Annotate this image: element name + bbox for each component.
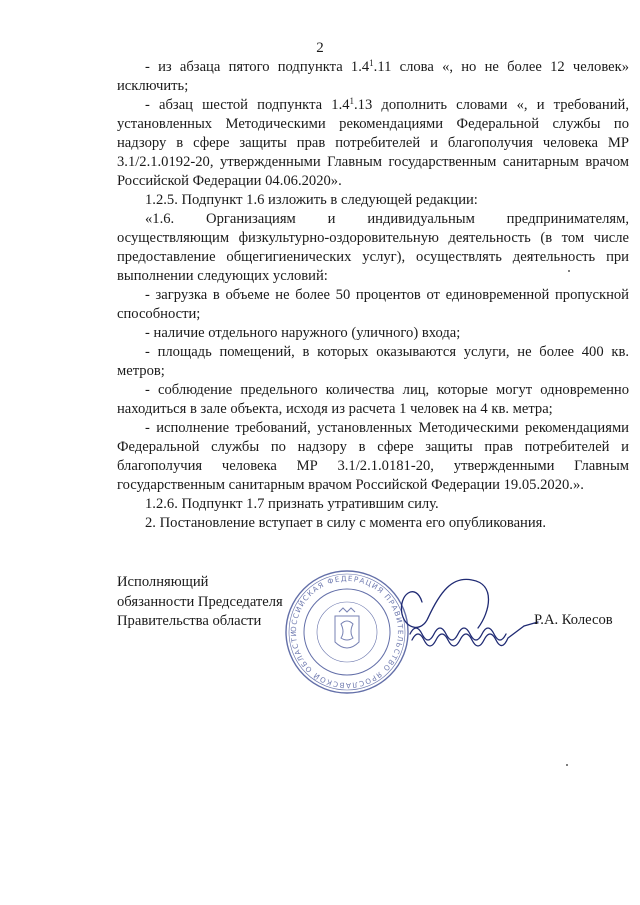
condition-area: - площадь помещений, в которых оказываются услуги, не более 400 кв. метров; xyxy=(117,344,629,379)
condition-capacity: - загрузка в объеме не более 50 процентов от единовременной пропускной способности; xyxy=(117,287,629,322)
paragraph-text: - из абзаца пятого подпункта 1.4 xyxy=(145,59,370,75)
paragraph-1-6-intro: «1.6. Организациям и индивидуальным предпринимателям, осуществляющим физкультурно-оздоровительную деятельность (в том числе предоставление общегигиенических услуг), осуществлять деятельность при выполнении следующих условий: xyxy=(117,211,629,284)
paragraph-amend-1-4-1-13 xyxy=(117,96,629,191)
superscript: 1 xyxy=(349,96,355,106)
stray-mark xyxy=(568,270,570,272)
paragraph-text: .11 слова «, но не более 12 человек» исключить; xyxy=(117,59,630,94)
coat-of-arms-icon xyxy=(335,608,359,648)
svg-text:ОССИЙСКАЯ ФЕДЕРАЦИЯ ПРАВИТЕЛЬС xyxy=(289,574,405,690)
paragraph-text: - абзац шестой подпункта 1.4 xyxy=(145,97,350,113)
handwritten-signature xyxy=(392,572,542,672)
paragraph-text: .13 дополнить словами «, и требований, установленных Методическими рекомендациями Федеральной службы по надзору в сфере защиты прав потребителей и благополучия человека МР 3.1/2.1.0192-20, утвержденными Главным государственным санитарным врачом Российской Федерации 04.06.2020». xyxy=(117,97,629,189)
document-body xyxy=(117,58,629,533)
condition-entrance: - наличие отдельного наружного (уличного) входа; xyxy=(145,325,461,341)
signatory-title-line: Правительства области xyxy=(117,613,262,629)
superscript: 1 xyxy=(369,58,374,68)
seal-outer-text: ОССИЙСКАЯ ФЕДЕРАЦИЯ ПРАВИТЕЛЬСТВО ЯРОСЛАВСКОЙ ОБЛАСТИ xyxy=(288,573,406,691)
signatory-title xyxy=(117,573,283,632)
signatory-title-line: обязанности Председателя xyxy=(117,593,283,610)
page-number: 2 xyxy=(316,40,324,56)
stray-mark xyxy=(566,764,568,766)
paragraph-1-2-6: 1.2.6. Подпункт 1.7 признать утратившим силу. xyxy=(145,496,439,512)
condition-occupancy: - соблюдение предельного количества лиц, которые могут одновременно находиться в зале объекта, исходя из расчета 1 человек на 4 кв. метра; xyxy=(117,382,629,417)
paragraph-effective-date: 2. Постановление вступает в силу с момента его опубликования. xyxy=(145,515,547,531)
paragraph-1-2-5: 1.2.5. Подпункт 1.6 изложить в следующей редакции: xyxy=(145,192,478,208)
paragraph-amend-1-4-1-11 xyxy=(117,58,629,96)
condition-guidelines: - исполнение требований, установленных Методическими рекомендациями Федеральной службы по надзору в сфере защиты прав потребителей и благополучия человека МР 3.1/2.1.0181-20, утвержденными Главным государственным санитарным врачом Российской Федерации 19.05.2020.». xyxy=(117,420,629,493)
signatory-title-line: Исполняющий xyxy=(117,574,209,590)
signatory-name: Р.А. Колесов xyxy=(534,612,613,628)
